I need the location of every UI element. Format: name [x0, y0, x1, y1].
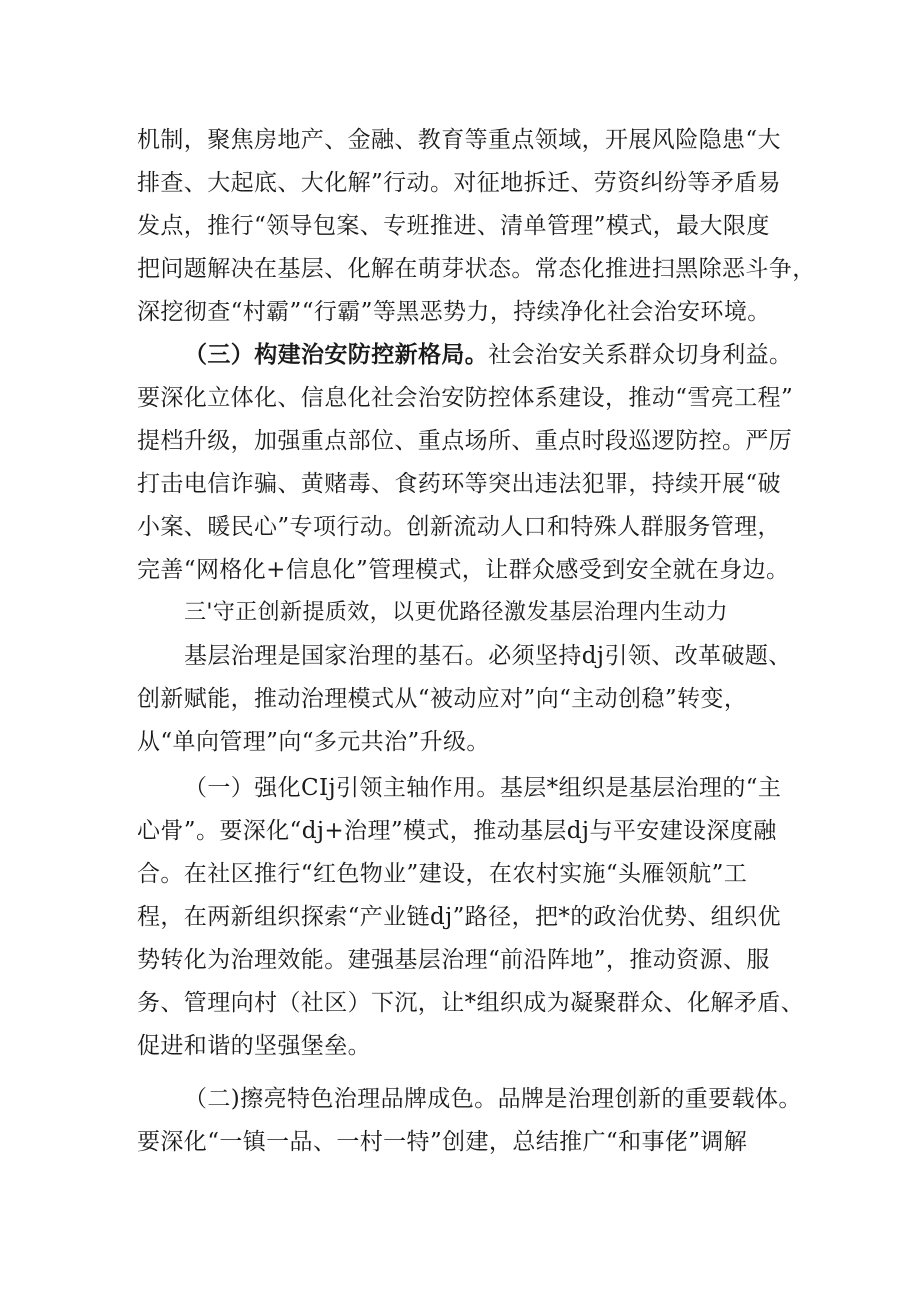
paragraph-line: 机制，聚焦房地产、金融、教育等重点领域，开展风险隐患“大: [137, 127, 781, 153]
paragraph-line: 把问题解决在基层、化解在萌芽状态。常态化推进扫黑除恶斗争，: [137, 256, 816, 282]
paragraph-line: 深挖彻查“村霸”“行霸”等黑恶势力，持续净化社会治安环境。: [137, 299, 771, 325]
subsection-lead: 社会治安关系群众切身利益。: [488, 342, 793, 368]
section-heading: 三'守正创新提质效，以更优路径激发基层治理内生动力: [184, 600, 729, 625]
paragraph-line: 合。在社区推行“红色物业”建设，在农村实施“头雁领航”工: [137, 861, 748, 887]
paragraph-line: 程，在两新组织探索“产业链dj”路径，把*的政治优势、组织优: [137, 904, 781, 930]
paragraph-line: 排查、大起底、大化解”行动。对征地拆迁、劳资纠纷等矛盾易: [137, 170, 781, 196]
subsection-heading: （三）构建治安防控新格局。: [184, 342, 489, 368]
paragraph-line: 基层治理是国家治理的基石。必须坚持dj引领、改革破题、: [184, 643, 792, 669]
paragraph-line: 提档升级，加强重点部位、重点场所、重点时段巡逻防控。严厉: [137, 428, 793, 454]
paragraph-line: 完善“网格化+信息化”管理模式，让群众感受到安全就在身边。: [137, 557, 790, 583]
paragraph-line: 打击电信诈骗、黄赌毒、食药环等突出违法犯罪，持续开展“破: [137, 471, 781, 497]
paragraph-line: （一）强化CIj引领主轴作用。基层*组织是基层治理的“主: [184, 775, 782, 801]
paragraph-line: 要深化立体化、信息化社会治安防控体系建设，推动“雪亮工程”: [137, 385, 794, 411]
subsection-heading-line: [184, 339, 792, 371]
paragraph-line: 务、管理向村（社区）下沉，让*组织成为凝聚群众、化解矛盾、: [137, 990, 805, 1016]
paragraph-line: 心骨”。要深化“dj+治理”模式，推动基层dj与平安建设深度融: [137, 818, 777, 844]
paragraph-line: （二)擦亮特色治理品牌成色。品牌是治理创新的重要载体。: [184, 1086, 802, 1112]
paragraph-line: 势转化为治理效能。建强基层治理“前沿阵地”，推动资源、服: [137, 947, 770, 973]
paragraph-line: 创新赋能，推动治理模式从“被动应对”向“主动创稳”转变，: [137, 686, 748, 712]
paragraph-line: 发点，推行“领导包案、专班推进、清单管理”模式，最大限度: [137, 213, 770, 239]
paragraph-line: 小案、暖民心”专项行动。创新流动人口和特殊人群服务管理，: [137, 514, 781, 540]
paragraph-line: 要深化“一镇一品、一村一特”创建，总结推广“和事佬”调解: [137, 1129, 748, 1155]
paragraph-line: 从“单向管理”向“多元共治”升级。: [137, 729, 490, 755]
paragraph-line: 促进和谐的坚强堡垒。: [137, 1033, 371, 1059]
